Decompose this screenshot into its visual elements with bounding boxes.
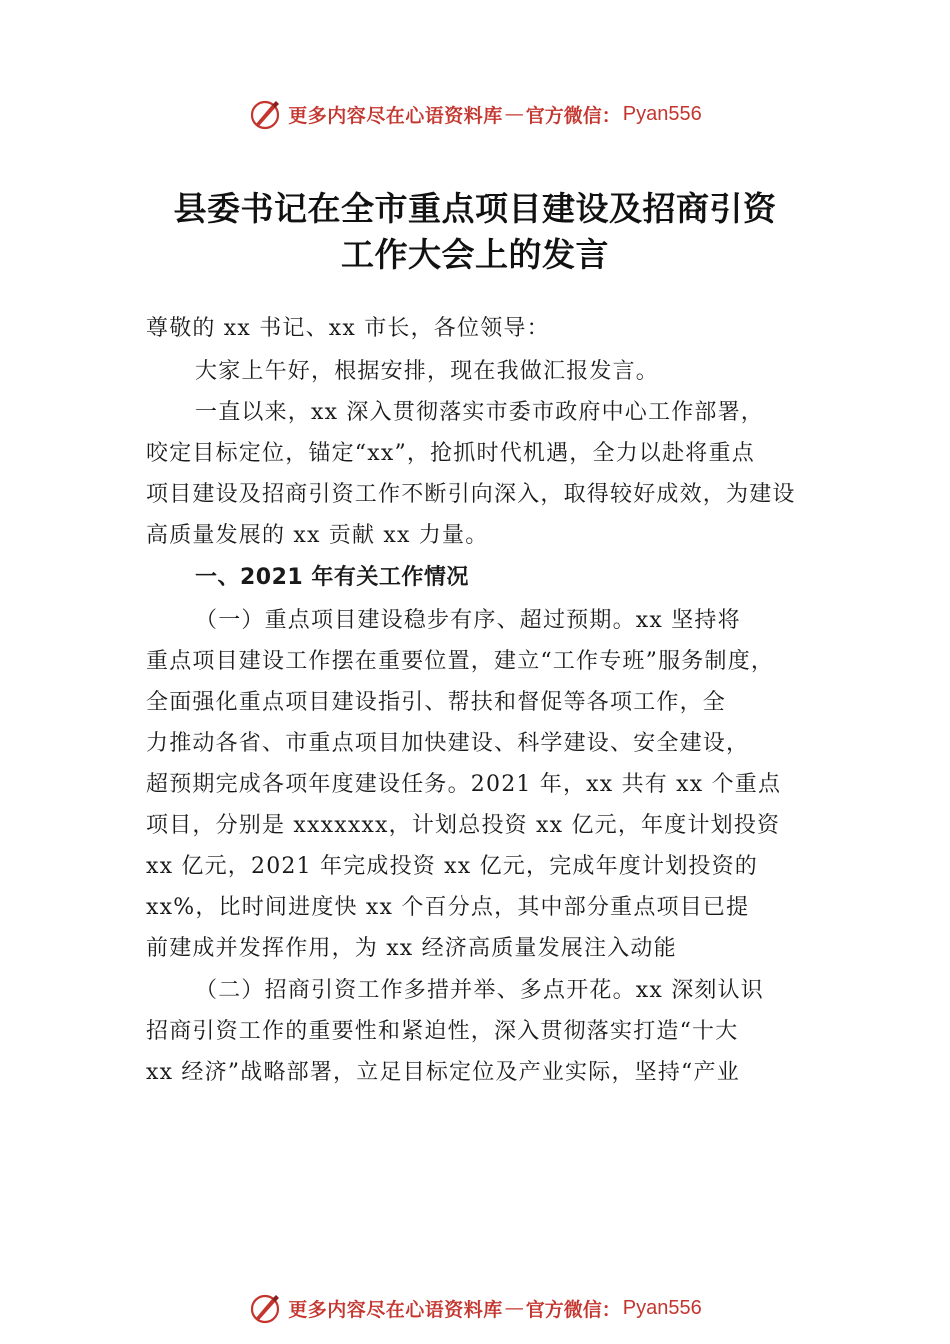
title-line: 县委书记在全市重点项目建设及招商引资 bbox=[173, 189, 777, 228]
body-line: xx 经济”战略部署，立足目标定位及产业实际，坚持“产业 bbox=[146, 1060, 740, 1085]
body-line: （一）重点项目建设稳步有序、超过预期。xx 坚持将 bbox=[195, 608, 741, 633]
body-line: 重点项目建设工作摆在重要位置，建立“工作专班”服务制度， bbox=[146, 649, 775, 674]
banner-wechat-id: Pyan556 bbox=[622, 1296, 702, 1319]
banner-text: 更多内容尽在心语资料库 bbox=[288, 104, 503, 127]
banner-separator: — bbox=[504, 103, 524, 125]
banner-wechat-id: Pyan556 bbox=[622, 102, 702, 125]
header-watermark-banner bbox=[0, 94, 950, 134]
body-line: （二）招商引资工作多措并举、多点开花。xx 深刻认识 bbox=[195, 978, 765, 1003]
pen-circle-icon bbox=[248, 1291, 282, 1325]
banner-separator: — bbox=[504, 1297, 524, 1319]
section-heading: 一、2021 年有关工作情况 bbox=[195, 565, 469, 590]
body-line: 项目建设及招商引资工作不断引向深入，取得较好成效，为建设 bbox=[146, 482, 796, 507]
banner-wechat-label: 官方微信： bbox=[525, 1298, 621, 1321]
body-line: 全面强化重点项目建设指引、帮扶和督促等各项工作，全 bbox=[146, 690, 727, 715]
body-line: 咬定目标定位，锚定“xx”，抢抓时代机遇，全力以赴将重点 bbox=[146, 441, 755, 466]
body-line: 大家上午好，根据安排，现在我做汇报发言。 bbox=[195, 359, 660, 384]
pen-circle-icon bbox=[248, 97, 282, 131]
salutation: 尊敬的 xx 书记、xx 市长，各位领导： bbox=[146, 316, 550, 341]
document-title bbox=[100, 186, 850, 278]
footer-watermark-banner bbox=[0, 1288, 950, 1328]
body-line: 前建成并发挥作用，为 xx 经济高质量发展注入动能 bbox=[146, 936, 677, 961]
body-line: 超预期完成各项年度建设任务。2021 年，xx 共有 xx 个重点 bbox=[146, 772, 782, 797]
body-line: 高质量发展的 xx 贡献 xx 力量。 bbox=[146, 523, 489, 548]
body-line: 招商引资工作的重要性和紧迫性，深入贯彻落实打造“十大 bbox=[146, 1019, 739, 1044]
body-line: 力推动各省、市重点项目加快建设、科学建设、安全建设， bbox=[146, 731, 750, 756]
banner-wechat-label: 官方微信： bbox=[525, 104, 621, 127]
body-line: xx 亿元，2021 年完成投资 xx 亿元，完成年度计划投资的 bbox=[146, 854, 758, 879]
body-line: xx%，比时间进度快 xx 个百分点，其中部分重点项目已提 bbox=[146, 895, 750, 920]
title-line: 工作大会上的发言 bbox=[341, 235, 609, 274]
banner-text: 更多内容尽在心语资料库 bbox=[288, 1298, 503, 1321]
body-line: 一直以来，xx 深入贯彻落实市委市政府中心工作部署， bbox=[195, 400, 765, 425]
body-line: 项目，分别是 xxxxxxx，计划总投资 xx 亿元，年度计划投资 bbox=[146, 813, 781, 838]
